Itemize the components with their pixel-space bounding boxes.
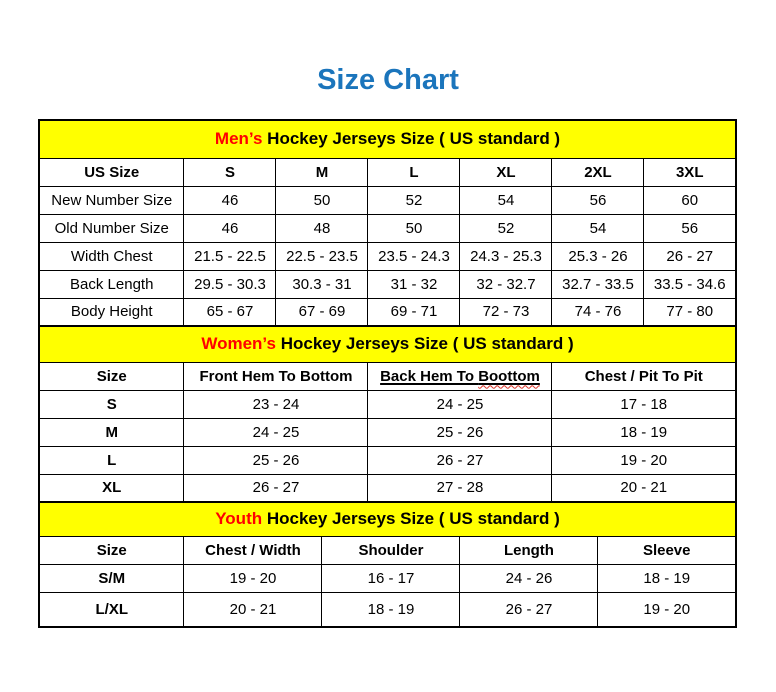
row-label: L [39,446,184,474]
column-header-back-hem [368,362,552,390]
table-row-old-number-size [39,214,736,242]
table-cell: 18 - 19 [598,564,736,592]
table-cell: 46 [184,214,276,242]
row-label: Old Number Size [39,214,184,242]
column-header-m: M [276,158,368,186]
table-cell: 48 [276,214,368,242]
table-cell: 25 - 26 [184,446,368,474]
table-row-body-height [39,298,736,326]
column-header-us-size: US Size [39,158,184,186]
column-header-shoulder: Shoulder [322,536,460,564]
row-label: S/M [39,564,184,592]
back-hem-underlined-text [380,368,540,385]
table-cell: 16 - 17 [322,564,460,592]
womens-table-banner [39,326,736,362]
row-label: Width Chest [39,242,184,270]
table-cell: 32.7 - 33.5 [552,270,644,298]
table-row-women-l [39,446,736,474]
row-label: L/XL [39,592,184,627]
table-cell: 32 - 32.7 [460,270,552,298]
table-cell: 72 - 73 [460,298,552,326]
column-header-size: Size [39,536,184,564]
table-cell: 18 - 19 [322,592,460,627]
table-row-new-number-size [39,186,736,214]
table-cell: 69 - 71 [368,298,460,326]
table-cell: 26 - 27 [644,242,736,270]
youth-header-row [39,536,736,564]
column-header-length: Length [460,536,598,564]
back-hem-misspelled-word: Boottom [478,367,540,385]
row-label: Back Length [39,270,184,298]
table-cell: 24.3 - 25.3 [460,242,552,270]
table-cell: 50 [368,214,460,242]
table-cell: 54 [460,186,552,214]
table-cell: 18 - 19 [552,418,736,446]
table-cell: 24 - 25 [184,418,368,446]
table-cell: 26 - 27 [460,592,598,627]
table-cell: 56 [644,214,736,242]
table-cell: 30.3 - 31 [276,270,368,298]
mens-banner-highlight: Men’s [214,129,263,149]
column-header-s: S [184,158,276,186]
mens-table-banner [39,120,736,158]
table-row-width-chest [39,242,736,270]
table-cell: 27 - 28 [368,474,552,502]
row-label: XL [39,474,184,502]
column-header-chest-width: Chest / Width [184,536,322,564]
mens-header-row [39,158,736,186]
womens-banner-highlight: Women’s [201,334,276,354]
table-cell: 26 - 27 [368,446,552,474]
row-label: Body Height [39,298,184,326]
row-label: S [39,390,184,418]
table-row-women-s [39,390,736,418]
table-cell: 33.5 - 34.6 [644,270,736,298]
column-header-3xl: 3XL [644,158,736,186]
column-header-chest-pit: Chest / Pit To Pit [552,362,736,390]
row-label: M [39,418,184,446]
table-cell: 19 - 20 [552,446,736,474]
table-cell: 23.5 - 24.3 [368,242,460,270]
table-cell: 20 - 21 [552,474,736,502]
table-cell: 25.3 - 26 [552,242,644,270]
table-cell: 52 [368,186,460,214]
column-header-size: Size [39,362,184,390]
table-cell: 65 - 67 [184,298,276,326]
youth-table-banner [39,502,736,536]
womens-header-row [39,362,736,390]
table-row-women-m [39,418,736,446]
table-cell: 77 - 80 [644,298,736,326]
table-row-women-xl [39,474,736,502]
table-cell: 56 [552,186,644,214]
column-header-2xl: 2XL [552,158,644,186]
table-cell: 26 - 27 [184,474,368,502]
table-row-youth-sm [39,564,736,592]
table-cell: 50 [276,186,368,214]
mens-size-table [38,119,737,327]
page-title: Size Chart [317,64,459,96]
column-header-front-hem: Front Hem To Bottom [184,362,368,390]
table-cell: 24 - 25 [368,390,552,418]
table-row-youth-lxl [39,592,736,627]
youth-size-table [38,501,737,628]
youth-table-banner-row [39,502,736,536]
mens-table-banner-row [39,120,736,158]
womens-banner-text: Hockey Jerseys Size ( US standard ) [275,334,574,354]
table-cell: 46 [184,186,276,214]
table-cell: 25 - 26 [368,418,552,446]
youth-banner-text: Hockey Jerseys Size ( US standard ) [262,509,560,529]
table-cell: 22.5 - 23.5 [276,242,368,270]
table-row-back-length [39,270,736,298]
table-cell: 31 - 32 [368,270,460,298]
mens-banner-text: Hockey Jerseys Size ( US standard ) [262,129,561,149]
table-cell: 21.5 - 22.5 [184,242,276,270]
table-cell: 20 - 21 [184,592,322,627]
table-cell: 60 [644,186,736,214]
table-cell: 67 - 69 [276,298,368,326]
table-cell: 54 [552,214,644,242]
womens-size-table [38,325,737,503]
table-cell: 74 - 76 [552,298,644,326]
tables-container [38,119,737,628]
table-cell: 19 - 20 [184,564,322,592]
table-cell: 24 - 26 [460,564,598,592]
table-cell: 52 [460,214,552,242]
table-cell: 19 - 20 [598,592,736,627]
youth-banner-highlight: Youth [215,509,263,529]
column-header-xl: XL [460,158,552,186]
back-hem-prefix: Back Hem To [380,367,479,385]
column-header-sleeve: Sleeve [598,536,736,564]
womens-table-banner-row [39,326,736,362]
column-header-l: L [368,158,460,186]
row-label: New Number Size [39,186,184,214]
table-cell: 17 - 18 [552,390,736,418]
table-cell: 23 - 24 [184,390,368,418]
table-cell: 29.5 - 30.3 [184,270,276,298]
